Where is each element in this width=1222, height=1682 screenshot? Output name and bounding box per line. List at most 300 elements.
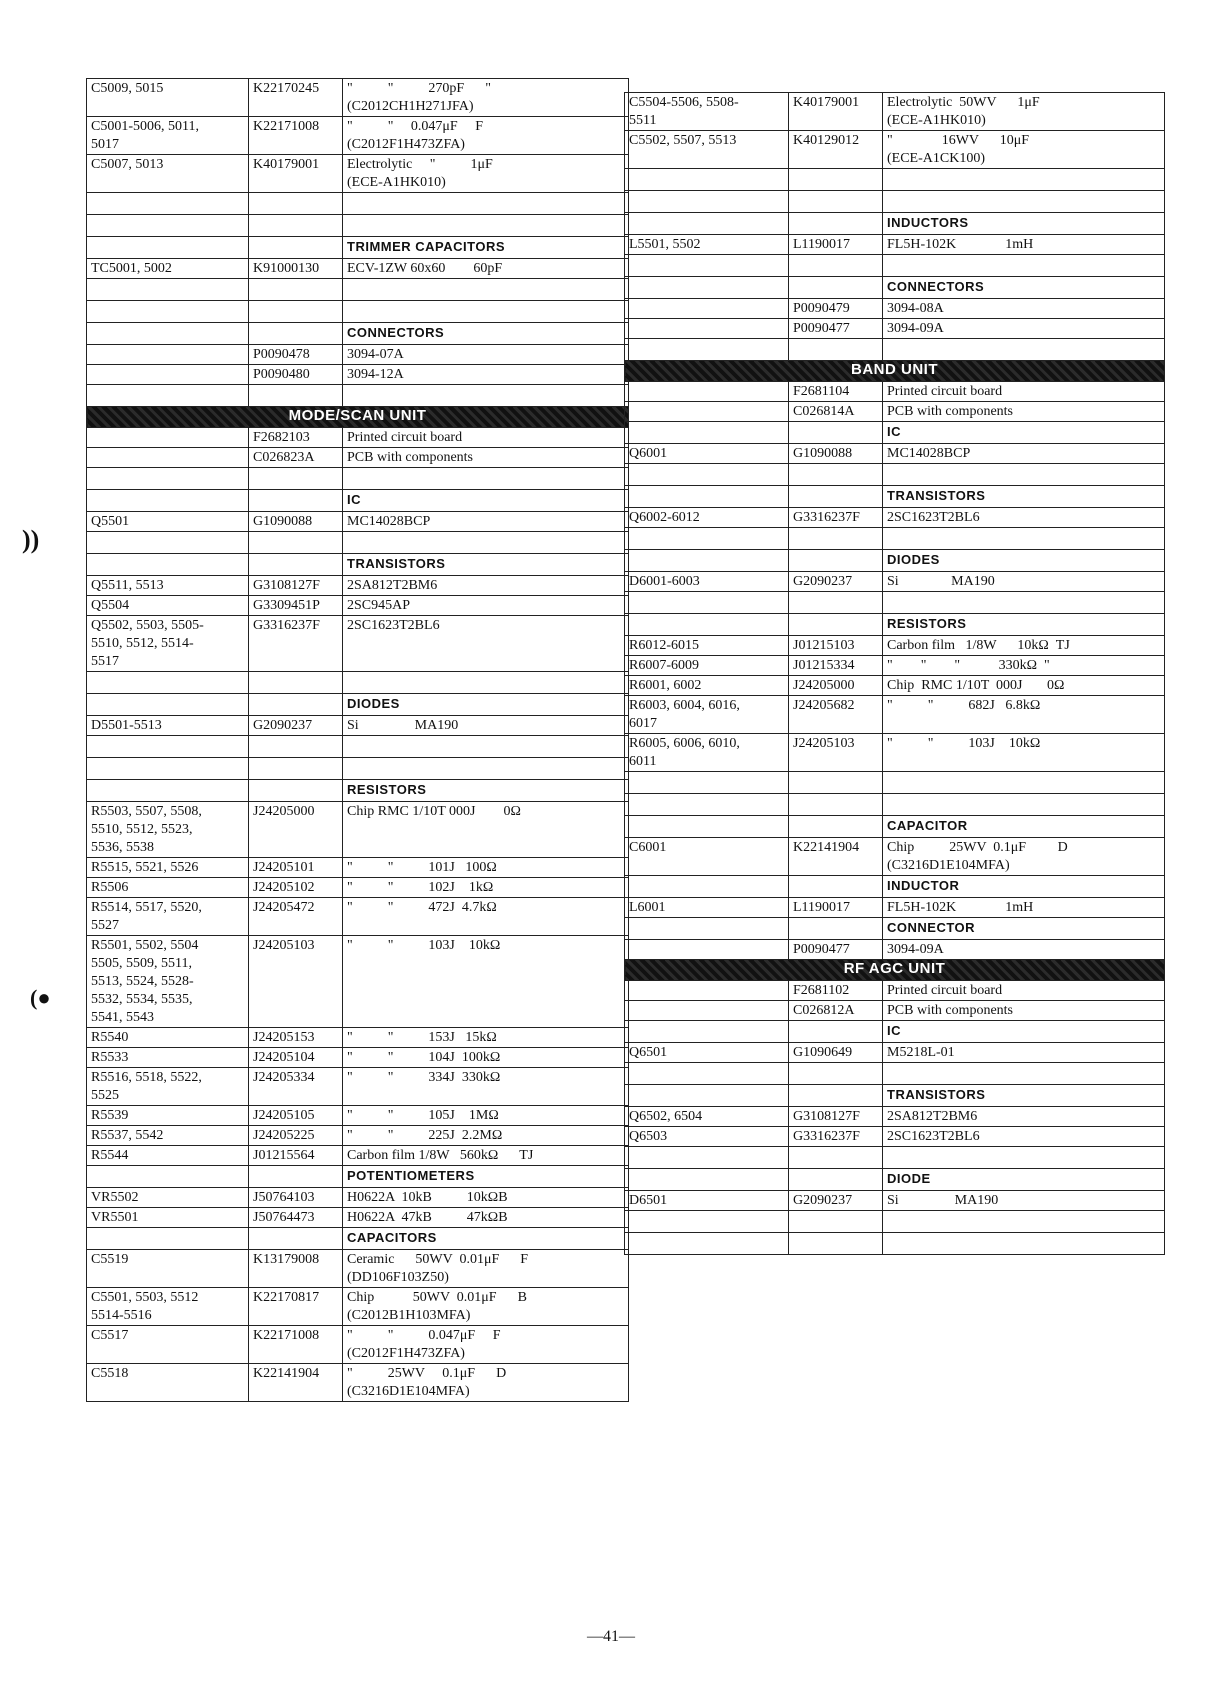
empty-cell [343,193,629,215]
parts-row [625,319,1165,339]
description: 2SC945AP [343,596,629,616]
empty-cell [625,277,789,299]
ref-designator: R5515, 5521, 5526 [87,858,249,878]
ref-designator [87,345,249,365]
parts-row [625,696,1165,734]
ref-designator: VR5502 [87,1188,249,1208]
section-heading-row [87,1166,629,1188]
part-number: L1190017 [789,235,883,255]
empty-cell [883,464,1165,486]
ref-designator [625,402,789,422]
empty-cell [625,794,789,816]
empty-cell [249,554,343,576]
empty-cell [249,532,343,554]
description: " " 105J 1MΩ [343,1106,629,1126]
ref-designator: R6001, 6002 [625,676,789,696]
description: 3094-09A [883,319,1165,339]
section-heading: POTENTIOMETERS [343,1166,629,1188]
part-number: P0090480 [249,365,343,385]
empty-cell [883,1063,1165,1085]
description: 2SC1623T2BL6 [343,616,629,672]
description: Printed circuit board [343,428,629,448]
ref-designator: R5503, 5507, 5508, 5510, 5512, 5523, 5536, 5538 [87,802,249,858]
parts-row [625,402,1165,422]
empty-cell [343,385,629,407]
empty-cell [343,279,629,301]
ref-designator: D6001-6003 [625,572,789,592]
empty-cell [883,255,1165,277]
empty-cell [625,816,789,838]
right-parts-table [624,92,1164,1255]
description: " " 225J 2.2MΩ [343,1126,629,1146]
empty-cell [625,550,789,572]
empty-cell [343,532,629,554]
section-heading-row [87,554,629,576]
part-number: J01215564 [249,1146,343,1166]
empty-cell [625,528,789,550]
parts-row [625,636,1165,656]
part-number: J01215334 [789,656,883,676]
parts-row [87,1250,629,1288]
parts-row [625,940,1165,960]
ref-designator: Q6001 [625,444,789,464]
empty-cell [249,279,343,301]
part-number: L1190017 [789,898,883,918]
section-heading-row [625,876,1165,898]
parts-row [87,1188,629,1208]
section-heading: INDUCTOR [883,876,1165,898]
part-number: P0090477 [789,319,883,339]
section-heading-row [625,486,1165,508]
section-heading: TRIMMER CAPACITORS [343,237,629,259]
empty-cell [87,385,249,407]
empty-cell [249,215,343,237]
empty-cell [625,1021,789,1043]
description: ECV-1ZW 60x60 60pF [343,259,629,279]
empty-cell [87,301,249,323]
ref-designator: D5501-5513 [87,716,249,736]
section-heading-row [625,1169,1165,1191]
empty-cell [625,1085,789,1107]
part-number: G3316237F [789,508,883,528]
section-heading: DIODES [883,550,1165,572]
empty-cell [883,528,1165,550]
parts-row [87,716,629,736]
part-number: J50764473 [249,1208,343,1228]
empty-cell [789,422,883,444]
empty-cell [87,736,249,758]
parts-row [87,259,629,279]
empty-cell [249,736,343,758]
parts-row [625,981,1165,1001]
empty-cell [883,169,1165,191]
ref-designator [87,365,249,385]
empty-cell [789,794,883,816]
empty-cell [249,672,343,694]
empty-cell [625,213,789,235]
part-number: C026812A [789,1001,883,1021]
empty-cell [789,550,883,572]
ref-designator: R6003, 6004, 6016, 6017 [625,696,789,734]
empty-cell [625,191,789,213]
empty-cell [625,1169,789,1191]
description: Electrolytic " 1μF (ECE-A1HK010) [343,155,629,193]
empty-cell [625,614,789,636]
empty-row [87,215,629,237]
description: 2SA812T2BM6 [343,576,629,596]
description: 3094-12A [343,365,629,385]
part-number: G2090237 [789,1191,883,1211]
part-number: K22141904 [249,1364,343,1402]
part-number: J50764103 [249,1188,343,1208]
ref-designator: R6005, 6006, 6010, 6011 [625,734,789,772]
parts-row [625,572,1165,592]
parts-row [87,1364,629,1402]
empty-row [625,1147,1165,1169]
section-heading: CAPACITOR [883,816,1165,838]
ref-designator: C5009, 5015 [87,79,249,117]
description: Ceramic 50WV 0.01μF F (DD106F103Z50) [343,1250,629,1288]
parts-row [87,1048,629,1068]
parts-row [87,345,629,365]
empty-cell [789,592,883,614]
description: " " " 330kΩ " [883,656,1165,676]
description: " " 102J 1kΩ [343,878,629,898]
empty-cell [789,277,883,299]
empty-row [625,1063,1165,1085]
section-heading-row [625,277,1165,299]
empty-cell [789,876,883,898]
page-number: —41— [587,1628,635,1645]
empty-cell [87,672,249,694]
empty-cell [249,193,343,215]
parts-row [625,676,1165,696]
empty-cell [789,1063,883,1085]
parts-row [625,93,1165,131]
part-number: G1090088 [789,444,883,464]
ref-designator [625,1001,789,1021]
empty-cell [789,772,883,794]
empty-cell [87,323,249,345]
section-heading: RESISTORS [343,780,629,802]
ref-designator [625,940,789,960]
description: Si MA190 [343,716,629,736]
empty-row [625,464,1165,486]
ref-designator: R5539 [87,1106,249,1126]
empty-cell [249,780,343,802]
section-heading-row [625,1021,1165,1043]
parts-row [625,1191,1165,1211]
part-number: G2090237 [789,572,883,592]
empty-row [625,1233,1165,1255]
section-heading-row [87,490,629,512]
description: Chip RMC 1/10T 000J 0Ω [343,802,629,858]
ref-designator: TC5001, 5002 [87,259,249,279]
parts-row [87,448,629,468]
part-number: G2090237 [249,716,343,736]
part-number: J01215103 [789,636,883,656]
section-heading: DIODES [343,694,629,716]
part-number: J24205105 [249,1106,343,1126]
unit-banner [87,407,629,428]
right-table [624,92,1165,1255]
empty-cell [789,1021,883,1043]
part-number: F2682103 [249,428,343,448]
description: Carbon film 1/8W 560kΩ TJ [343,1146,629,1166]
parts-row [87,1126,629,1146]
part-number: K91000130 [249,259,343,279]
empty-cell [789,528,883,550]
section-heading: TRANSISTORS [343,554,629,576]
description: Printed circuit board [883,382,1165,402]
section-heading: RESISTORS [883,614,1165,636]
part-number: J24205153 [249,1028,343,1048]
description: " " 101J 100Ω [343,858,629,878]
empty-cell [343,468,629,490]
description: " " 103J 10kΩ [883,734,1165,772]
empty-cell [249,301,343,323]
empty-cell [249,385,343,407]
ref-designator: R6012-6015 [625,636,789,656]
empty-cell [789,191,883,213]
empty-cell [789,614,883,636]
empty-cell [343,758,629,780]
parts-row [87,878,629,898]
description: " " 0.047μF F (C2012F1H473ZFA) [343,1326,629,1364]
parts-row [625,1107,1165,1127]
empty-cell [789,918,883,940]
description: " " 682J 6.8kΩ [883,696,1165,734]
parts-row [87,1208,629,1228]
ref-designator: Q6002-6012 [625,508,789,528]
description: " " 334J 330kΩ [343,1068,629,1106]
description: PCB with components [343,448,629,468]
ref-designator: R5514, 5517, 5520, 5527 [87,898,249,936]
ref-designator: C5001-5006, 5011, 5017 [87,117,249,155]
description: Chip RMC 1/10T 000J 0Ω [883,676,1165,696]
empty-cell [789,816,883,838]
part-number: C026823A [249,448,343,468]
parts-row [625,898,1165,918]
parts-row [87,1068,629,1106]
description: H0622A 47kB 47kΩB [343,1208,629,1228]
parts-row [87,1146,629,1166]
left-table [86,78,629,1402]
empty-cell [883,339,1165,361]
empty-cell [625,592,789,614]
description: Chip 25WV 0.1μF D (C3216D1E104MFA) [883,838,1165,876]
part-number: G3108127F [789,1107,883,1127]
unit-title: RF AGC UNIT [625,960,1165,981]
part-number: P0090479 [789,299,883,319]
empty-cell [625,422,789,444]
parts-row [87,1288,629,1326]
ref-designator: R5533 [87,1048,249,1068]
empty-cell [87,468,249,490]
empty-cell [883,592,1165,614]
parts-row [87,512,629,532]
ref-designator [625,382,789,402]
empty-cell [789,1233,883,1255]
empty-cell [343,672,629,694]
part-number: J24205103 [789,734,883,772]
empty-cell [87,490,249,512]
empty-cell [625,918,789,940]
empty-row [625,169,1165,191]
part-number: F2681102 [789,981,883,1001]
empty-cell [87,694,249,716]
empty-cell [87,1166,249,1188]
empty-cell [87,215,249,237]
part-number: G1090088 [249,512,343,532]
empty-row [87,279,629,301]
parts-row [87,802,629,858]
part-number: G3108127F [249,576,343,596]
empty-row [87,758,629,780]
empty-cell [249,490,343,512]
section-heading: IC [883,422,1165,444]
empty-row [625,528,1165,550]
empty-cell [87,279,249,301]
empty-cell [883,1147,1165,1169]
empty-cell [625,1147,789,1169]
parts-row [87,79,629,117]
part-number: J24205102 [249,878,343,898]
parts-row [625,444,1165,464]
ref-designator: R5544 [87,1146,249,1166]
empty-cell [625,772,789,794]
section-heading: CONNECTOR [883,918,1165,940]
empty-cell [625,1233,789,1255]
part-number: K13179008 [249,1250,343,1288]
description: Printed circuit board [883,981,1165,1001]
parts-row [87,858,629,878]
empty-row [625,255,1165,277]
part-number: J24205682 [789,696,883,734]
part-number: K40179001 [789,93,883,131]
parts-row [87,428,629,448]
empty-cell [789,213,883,235]
empty-cell [249,323,343,345]
section-heading-row [87,694,629,716]
description: PCB with components [883,1001,1165,1021]
margin-mark-bottom: (● [30,985,51,1010]
description: " " 270pF " (C2012CH1H271JFA) [343,79,629,117]
empty-cell [789,255,883,277]
empty-row [625,794,1165,816]
ref-designator: L6001 [625,898,789,918]
parts-row [87,596,629,616]
description: 2SC1623T2BL6 [883,508,1165,528]
parts-row [87,576,629,596]
parts-row [625,382,1165,402]
left-parts-table [86,78,628,1402]
section-heading-row [87,323,629,345]
ref-designator: Q5504 [87,596,249,616]
part-number: J24205104 [249,1048,343,1068]
ref-designator: C5504-5506, 5508- 5511 [625,93,789,131]
parts-row [625,1127,1165,1147]
ref-designator: R5537, 5542 [87,1126,249,1146]
margin-mark-top: )) [22,525,40,554]
section-heading-row [625,550,1165,572]
ref-designator: C5502, 5507, 5513 [625,131,789,169]
parts-row [625,299,1165,319]
empty-cell [87,237,249,259]
ref-designator: Q6503 [625,1127,789,1147]
empty-row [87,736,629,758]
part-number: J24205101 [249,858,343,878]
empty-row [87,385,629,407]
section-heading: CONNECTORS [343,323,629,345]
parts-row [87,616,629,672]
ref-designator: Q6502, 6504 [625,1107,789,1127]
empty-cell [343,301,629,323]
empty-row [87,532,629,554]
parts-row [87,117,629,155]
ref-designator: VR5501 [87,1208,249,1228]
description: " " 153J 15kΩ [343,1028,629,1048]
description: 2SA812T2BM6 [883,1107,1165,1127]
empty-row [625,339,1165,361]
ref-designator [87,448,249,468]
empty-cell [625,1063,789,1085]
parts-row [625,1001,1165,1021]
empty-cell [625,169,789,191]
section-heading: CAPACITORS [343,1228,629,1250]
unit-title: MODE/SCAN UNIT [87,407,629,428]
description: Si MA190 [883,1191,1165,1211]
ref-designator: C6001 [625,838,789,876]
description: M5218L-01 [883,1043,1165,1063]
part-number: P0090478 [249,345,343,365]
empty-cell [249,1228,343,1250]
parts-row [625,734,1165,772]
description: Carbon film 1/8W 10kΩ TJ [883,636,1165,656]
empty-cell [883,191,1165,213]
description: Electrolytic 50WV 1μF (ECE-A1HK010) [883,93,1165,131]
empty-cell [249,694,343,716]
parts-row [87,1106,629,1126]
ref-designator: C5007, 5013 [87,155,249,193]
parts-row [625,656,1165,676]
part-number: K22170817 [249,1288,343,1326]
part-number: K22171008 [249,117,343,155]
parts-row [625,235,1165,255]
part-number: G1090649 [789,1043,883,1063]
section-heading-row [87,1228,629,1250]
ref-designator: R5516, 5518, 5522, 5525 [87,1068,249,1106]
empty-cell [343,736,629,758]
ref-designator [625,299,789,319]
part-number: J24205472 [249,898,343,936]
empty-row [625,772,1165,794]
section-heading-row [625,1085,1165,1107]
ref-designator: C5517 [87,1326,249,1364]
ref-designator: C5501, 5503, 5512 5514-5516 [87,1288,249,1326]
part-number: F2681104 [789,382,883,402]
description: 3094-09A [883,940,1165,960]
description: H0622A 10kB 10kΩB [343,1188,629,1208]
section-heading: CONNECTORS [883,277,1165,299]
empty-cell [789,1169,883,1191]
description: " " 472J 4.7kΩ [343,898,629,936]
ref-designator: R5540 [87,1028,249,1048]
ref-designator: R6007-6009 [625,656,789,676]
part-number: C026814A [789,402,883,422]
unit-banner [625,960,1165,981]
parts-row [625,131,1165,169]
